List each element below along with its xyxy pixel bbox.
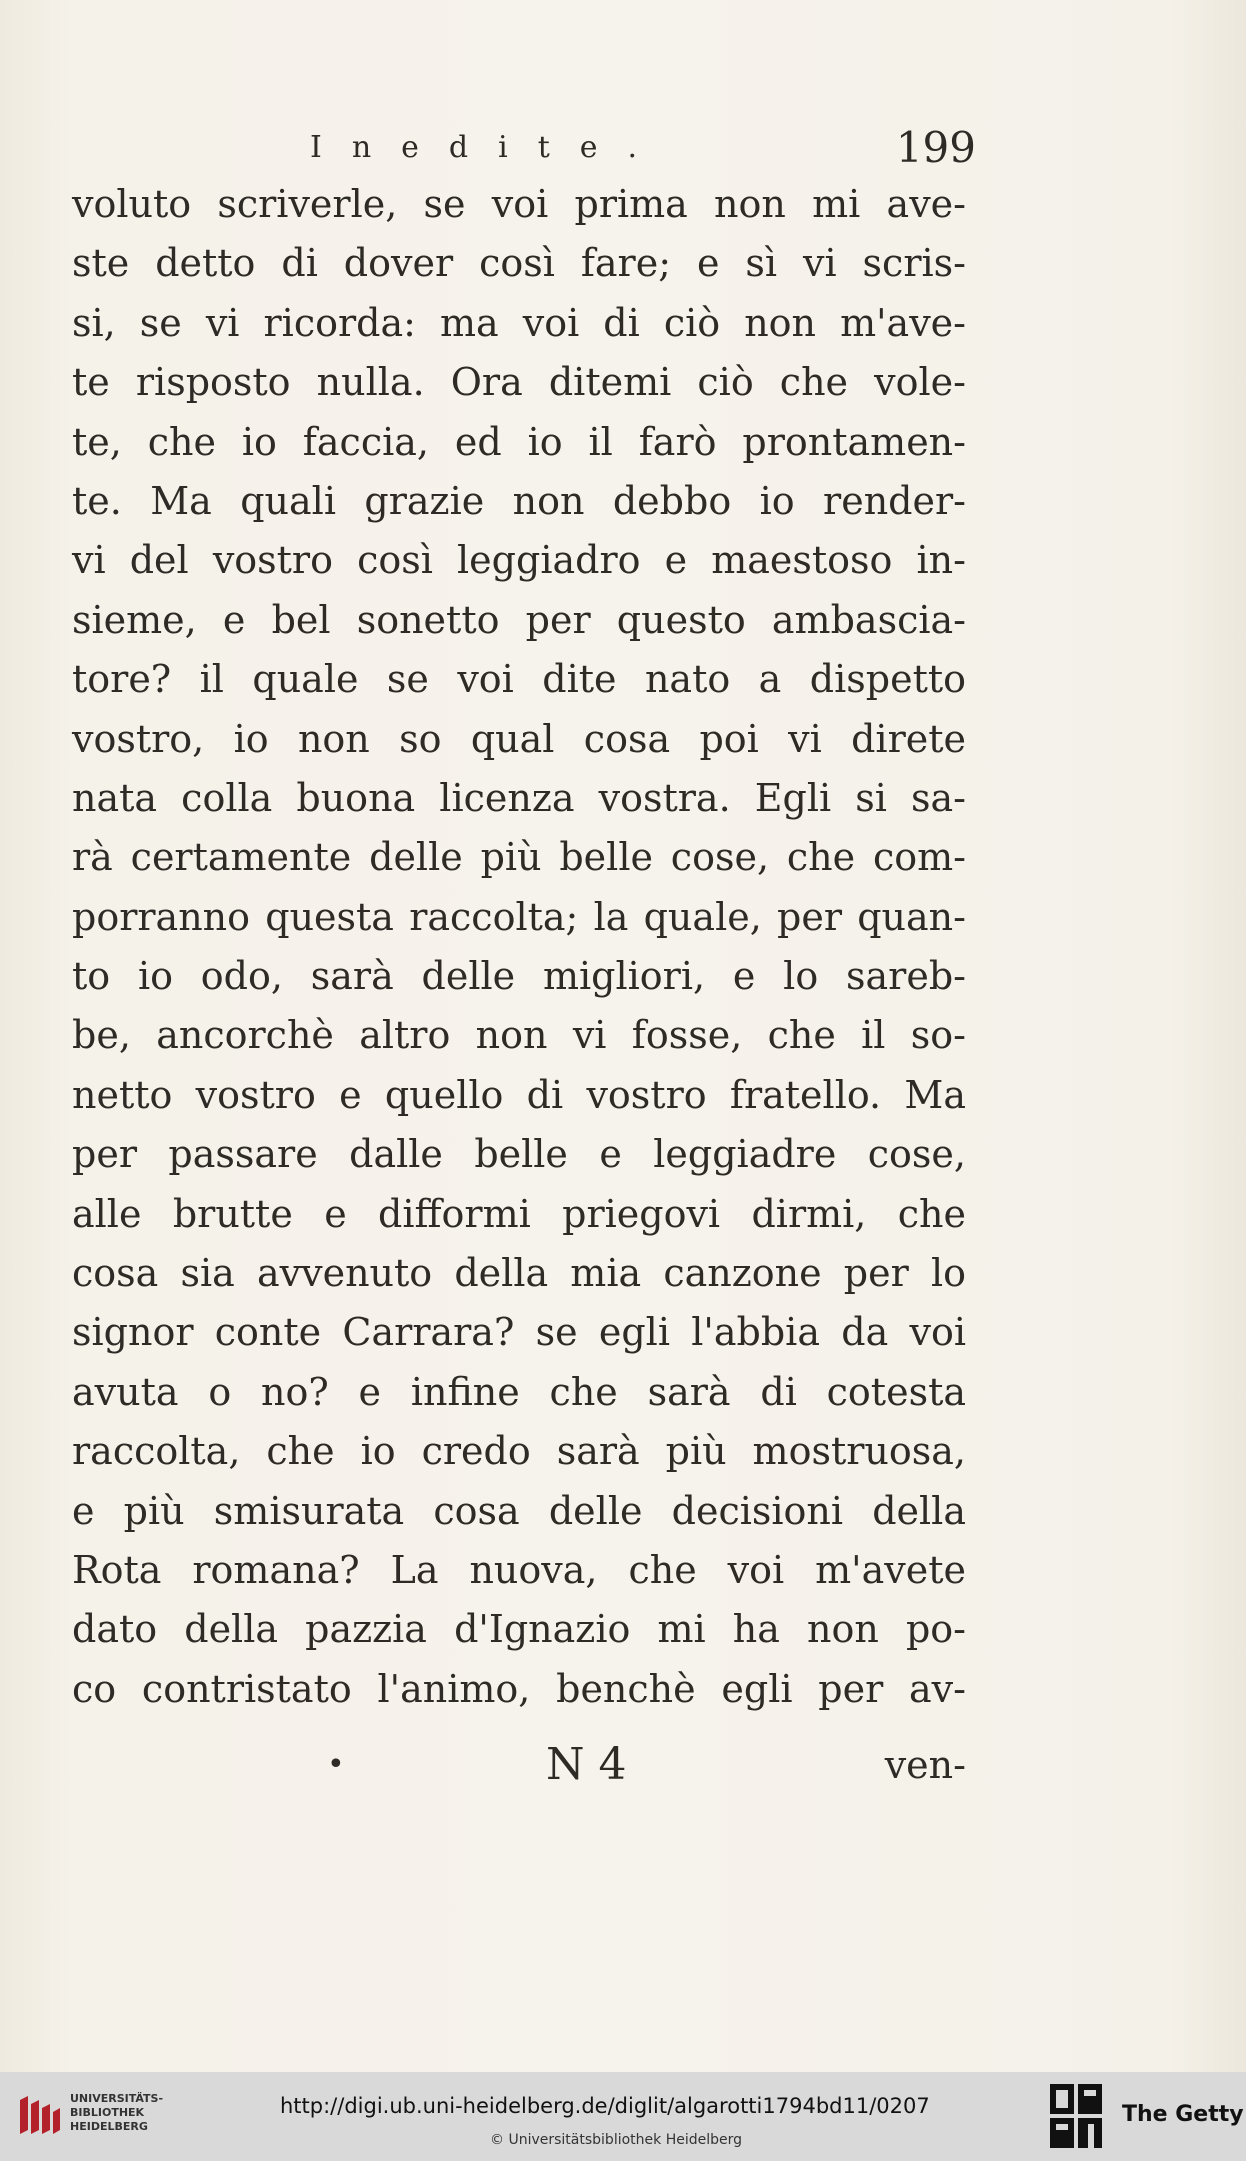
text-line: netto vostro e quello di vostro fratello. Ma (72, 1072, 966, 1117)
text-line: te, che io faccia, ed io il farò prontamen- (72, 419, 966, 464)
page-number: 199 (895, 123, 976, 172)
text-line: avuta o no? e infine che sarà di cotesta (72, 1369, 966, 1414)
copyright-notice: © Universitätsbibliothek Heidelberg (490, 2132, 743, 2148)
running-head (310, 118, 976, 178)
text-line: be, ancorchè altro non vi fosse, che il so- (72, 1013, 966, 1058)
text-line: tore? il quale se voi dite nato a dispetto (72, 657, 966, 702)
university-library-logo-icon (14, 2090, 64, 2140)
text-line: per passare dalle belle e leggiadre cose, (72, 1132, 966, 1177)
text-line: te risposto nulla. Ora ditemi ciò che vole- (72, 360, 966, 405)
running-head-title: Inedite. (310, 130, 668, 165)
text-line: si, se vi ricorda: ma voi di ciò non m'ave- (72, 300, 966, 345)
catchword: ven- (884, 1743, 966, 1787)
text-line: cosa sia avvenuto della mia canzone per lo (72, 1251, 966, 1296)
text-line: alle brutte e difformi priegovi dirmi, che (72, 1191, 966, 1236)
text-line: signor conte Carrara? se egli l'abbia da voi (72, 1310, 966, 1355)
printer-signature: N 4 (546, 1739, 627, 1790)
text-line: vostro, io non so qual cosa poi vi direte (72, 716, 966, 761)
text-line: voluto scriverle, se voi prima non mi ave- (72, 182, 966, 226)
text-line: Rota romana? La nuova, che voi m'avete (72, 1547, 966, 1592)
text-line: sieme, e bel sonetto per questo ambascia- (72, 597, 966, 642)
text-line: ste detto di dover così fare; e sì vi scris- (72, 241, 966, 286)
text-line: rà certamente delle più belle cose, che com- (72, 835, 966, 880)
text-line: te. Ma quali grazie non debbo io render- (72, 478, 966, 523)
text-line: nata colla buona licenza vostra. Egli si sa- (72, 775, 966, 820)
permalink-url[interactable]: http://digi.ub.uni-heidelberg.de/diglit/algarotti1794bd11/0207 (280, 2094, 930, 2118)
text-line: porranno questa raccolta; la quale, per quan- (72, 894, 966, 939)
text-line: e più smisurata cosa delle decisioni della (72, 1488, 966, 1533)
library-name-line: UNIVERSITÄTS- (70, 2092, 164, 2105)
library-name (70, 2092, 210, 2134)
library-name-line: HEIDELBERG (70, 2120, 148, 2133)
library-name-line: BIBLIOTHEK (70, 2106, 145, 2119)
text-line: co contristato l'animo, benchè egli per av- (72, 1666, 966, 1711)
body-text (72, 175, 966, 1719)
getty-name: The Getty (1122, 2102, 1244, 2127)
text-line: dato della pazzia d'Ignazio mi ha non po- (72, 1607, 966, 1652)
text-line: raccolta, che io credo sarà più mostruosa, (72, 1429, 966, 1474)
getty-logo-icon (1048, 2082, 1104, 2150)
signature-dot: • (327, 1747, 345, 1782)
signature-line (72, 1730, 966, 1800)
footer-bar (0, 2072, 1246, 2161)
text-line: vi del vostro così leggiadro e maestoso in- (72, 538, 966, 583)
text-line: to io odo, sarà delle migliori, e lo sareb- (72, 954, 966, 999)
